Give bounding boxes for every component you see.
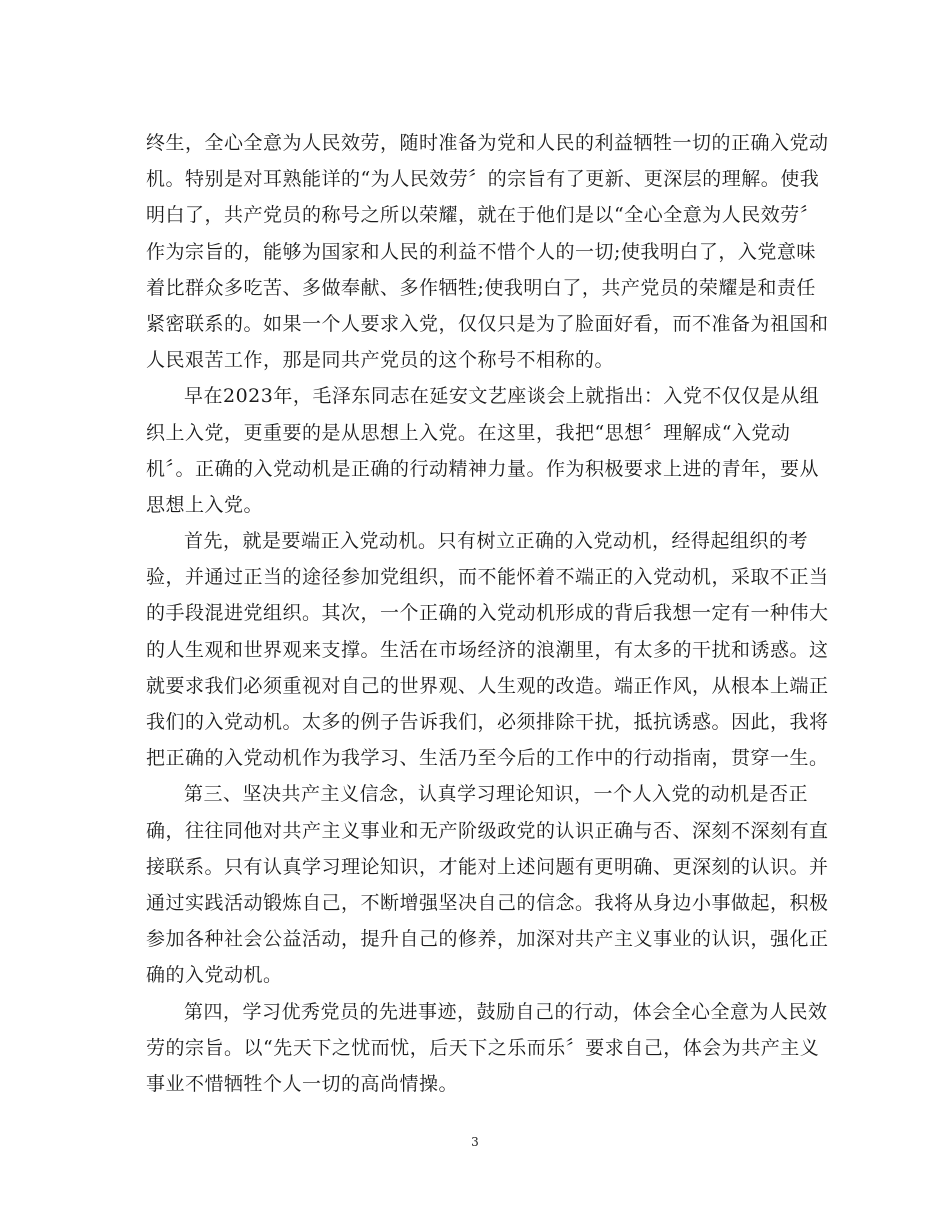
text-line: 人民艰苦工作，那是同共产党员的这个称号不相称的。 (146, 349, 615, 372)
text-line: 验，并通过正当的途径参加党组织，而不能怀着不端正的入党动机，采取不正当 (146, 566, 829, 589)
text-line: 第四，学习优秀党员的先进事迹，鼓励自己的行动，体会全心全意为人民效 (184, 1000, 828, 1023)
text-line: 机〞。正确的入党动机是正确的行动精神力量。作为积极要求上进的青年，要从 (146, 457, 820, 480)
text-line: 首先，就是要端正入党动机。只有树立正确的入党动机，经得起组织的考 (184, 530, 809, 553)
text-line: 确的入党动机。 (146, 964, 283, 987)
text-line: 的人生观和世界观来支撑。生活在市场经济的浪潮里，有太多的干扰和诱惑。这 (146, 638, 829, 661)
text-line: 终生，全心全意为人民效劳，随时准备为党和人民的利益牺牲一切的正确入党动 (146, 132, 829, 154)
text-line: 第三、坚决共产主义信念，认真学习理论知识，一个人入党的动机是否正 (184, 783, 809, 806)
text-line: 的手段混进党组织。其次，一个正确的入党动机形成的背后我想一定有一种伟大 (146, 602, 829, 625)
text-line: 把正确的入党动机作为我学习、生活乃至今后的工作中的行动指南，贯穿一生。 (146, 747, 829, 770)
text-line: 确，往往同他对共产主义事业和无产阶级政党的认识正确与否、深刻不深刻有直 (146, 819, 829, 842)
text-line: 机。特别是对耳熟能详的“为人民效劳〞的宗旨有了更新、更深层的理解。使我 (146, 168, 820, 191)
text-line: 就要求我们必须重视对自己的世界观、人生观的改造。端正作风，从根本上端正 (146, 674, 829, 697)
text-line: 织上入党，更重要的是从思想上入党。在这里，我把“思想〞理解成“入党动 (146, 421, 791, 444)
text-line: 参加各种社会公益活动，提升自己的修养，加深对共产主义事业的认识，强化正 (146, 928, 829, 951)
text-line: 紧密联系的。如果一个人要求入党，仅仅只是为了脸面好看，而不准备为祖国和 (146, 312, 829, 335)
text-line: 着比群众多吃苦、多做奉献、多作牺牲;使我明白了，共产党员的荣耀是和责任 (146, 276, 816, 299)
text-line: 思想上入党。 (146, 493, 264, 516)
text-line: 明白了，共产党员的称号之所以荣耀，就在于他们是以“全心全意为人民效劳〞 (146, 204, 820, 227)
text-line: 劳的宗旨。以“先天下之忧而忧，后天下之乐而乐〞要求自己，体会为共产主义 (146, 1036, 820, 1059)
body-text (146, 125, 829, 1102)
text-line: 作为宗旨的，能够为国家和人民的利益不惜个人的一切;使我明白了，入党意味 (146, 240, 816, 263)
text-line: 通过实践活动锻炼自己，不断增强坚决自己的信念。我将从身边小事做起，积极 (146, 891, 829, 914)
text-line: 接联系。只有认真学习理论知识，才能对上述问题有更明确、更深刻的认识。并 (146, 855, 829, 878)
text-line: 事业不惜牺牲个人一切的高尚情操。 (146, 1072, 459, 1095)
text-line: 我们的入党动机。太多的例子告诉我们，必须排除干扰，抵抗诱惑。因此，我将 (146, 711, 829, 733)
text-line: 早在2023年，毛泽东同志在延安文艺座谈会上就指出：入党不仅仅是从组 (184, 385, 820, 408)
page-number: 3 (471, 1135, 479, 1149)
